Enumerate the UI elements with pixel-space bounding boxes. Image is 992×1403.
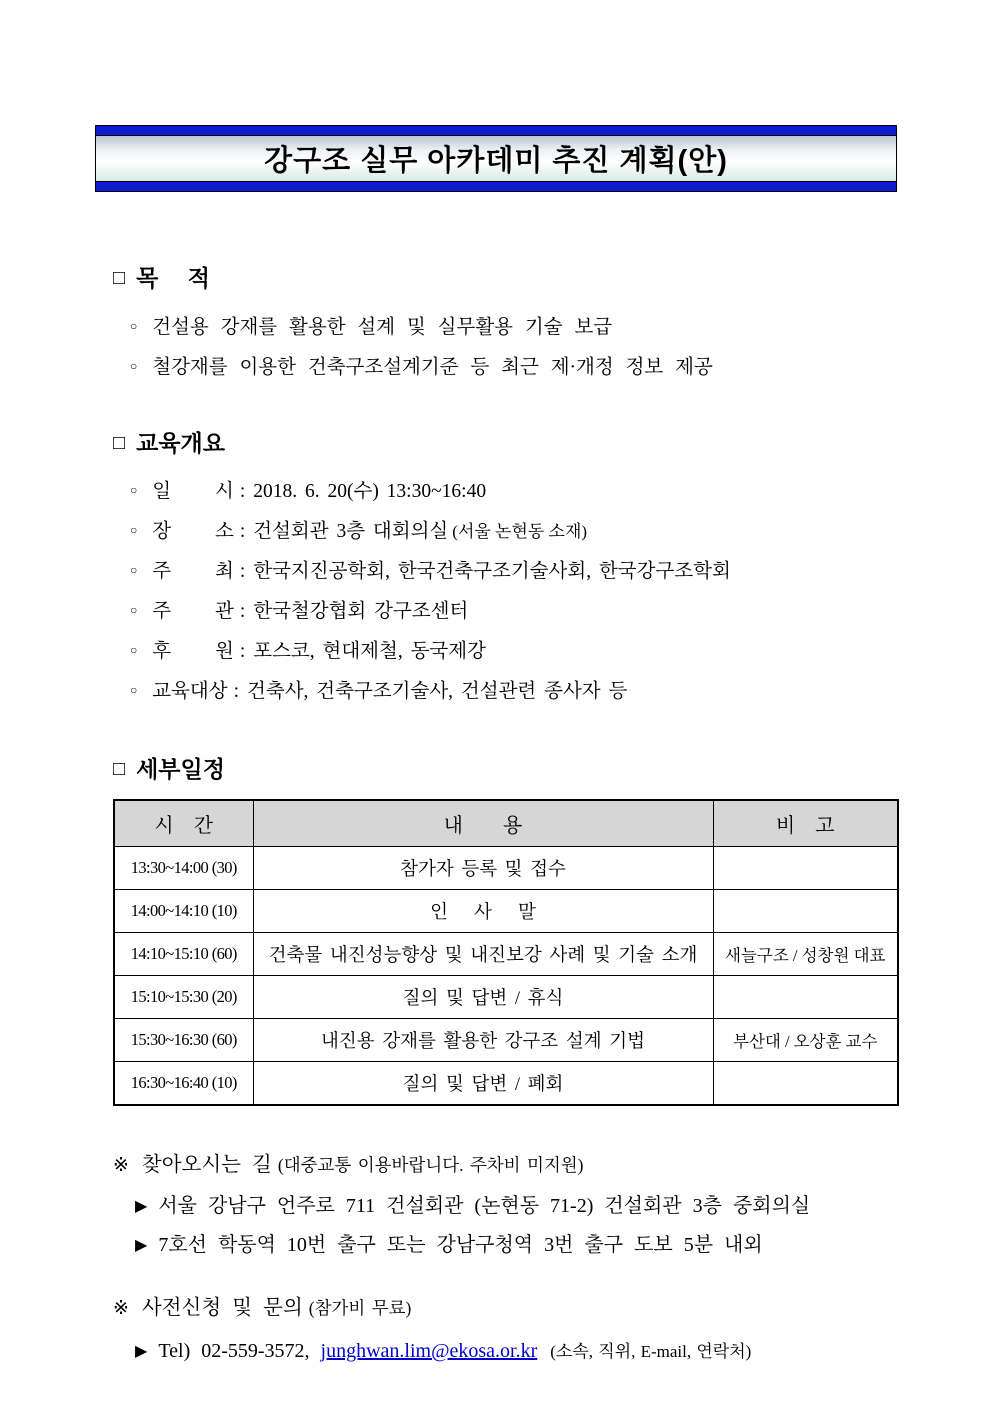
cell-time: 16:30~16:40 (10) <box>114 1062 253 1106</box>
cell-note <box>713 1062 898 1106</box>
application-title: 사전신청 및 문의 <box>141 1297 303 1319</box>
application-items <box>113 1332 922 1371</box>
circle-bullet-icon: ○ <box>130 523 138 537</box>
application-contact-note: (소속, 직위, E-mail, 연락처) <box>550 1342 752 1361</box>
page-title: 강구조 실무 아카데미 추진 계획(안) <box>264 145 728 177</box>
cell-content: 질의 및 답변 / 휴식 <box>253 976 713 1019</box>
circle-bullet-icon: ○ <box>130 319 138 333</box>
square-bullet-icon: □ <box>113 267 126 289</box>
directions-item-text: 서울 강남구 언주로 711 건설회관 (논현동 71-2) 건설회관 3층 중회의실 <box>158 1195 811 1217</box>
circle-bullet-icon: ○ <box>130 683 138 697</box>
cell-time: 14:10~15:10 (60) <box>114 933 253 976</box>
overview-item-host <box>130 551 902 591</box>
overview-items <box>113 471 902 711</box>
cell-content: 질의 및 답변 / 폐회 <box>253 1062 713 1106</box>
circle-bullet-icon: ○ <box>130 643 138 657</box>
colon: : <box>239 521 246 542</box>
overview-item-label: 주 관 <box>152 601 234 622</box>
circle-bullet-icon: ○ <box>130 359 138 373</box>
email-link[interactable]: junghwan.lim@ekosa.or.kr <box>320 1340 538 1362</box>
overview-item-label: 주 최 <box>152 561 234 582</box>
table-row <box>114 933 898 976</box>
overview-item-value: 2018. 6. 20(수) 13:30~16:40 <box>253 481 487 502</box>
purpose-items <box>113 307 902 387</box>
purpose-heading <box>113 262 902 294</box>
telephone-number: Tel) 02-559-3572, <box>158 1340 310 1362</box>
schedule-header-row <box>114 800 898 847</box>
purpose-heading-label: 목 적 <box>136 265 210 291</box>
overview-item-label: 후 원 <box>152 641 234 662</box>
colon: : <box>239 561 246 582</box>
cell-note <box>713 847 898 890</box>
col-header-time: 시 간 <box>114 800 253 847</box>
overview-item-sponsor <box>130 631 902 671</box>
cell-content: 내진용 강재를 활용한 강구조 설계 기법 <box>253 1019 713 1062</box>
overview-item-organizer <box>130 591 902 631</box>
overview-item-value: 건축사, 건축구조기술사, 건설관련 종사자 등 <box>247 681 628 702</box>
overview-heading-label: 교육개요 <box>136 430 225 456</box>
title-banner <box>95 125 897 192</box>
overview-item-label: 교육대상 <box>152 681 228 702</box>
circle-bullet-icon: ○ <box>130 563 138 577</box>
directions-item-address <box>135 1187 922 1226</box>
table-row <box>114 890 898 933</box>
overview-item-audience <box>130 671 902 711</box>
banner-title-area <box>96 136 896 181</box>
application-title-line <box>113 1291 922 1326</box>
directions-note <box>113 1148 922 1265</box>
overview-item-value: 한국지진공학회, 한국건축구조기술사회, 한국강구조학회 <box>253 561 731 582</box>
circle-bullet-icon: ○ <box>130 483 138 497</box>
overview-heading <box>113 427 902 459</box>
directions-items <box>113 1187 922 1265</box>
overview-item-place <box>130 511 902 551</box>
section-schedule <box>113 753 902 1106</box>
purpose-item-text: 철강재를 이용한 건축구조설계기준 등 최근 제·개정 정보 제공 <box>152 357 713 378</box>
table-row <box>114 1062 898 1106</box>
directions-item-text: 7호선 학동역 10번 출구 또는 강남구청역 3번 출구 도보 5분 내외 <box>158 1234 763 1256</box>
colon: : <box>239 481 246 502</box>
col-header-note: 비 고 <box>713 800 898 847</box>
application-title-note: (참가비 무료) <box>308 1298 412 1318</box>
square-bullet-icon: □ <box>113 432 126 454</box>
circle-bullet-icon: ○ <box>130 603 138 617</box>
cell-content: 참가자 등록 및 접수 <box>253 847 713 890</box>
directions-title: 찾아오시는 길 <box>141 1154 272 1176</box>
cell-time: 13:30~14:00 (30) <box>114 847 253 890</box>
schedule-heading-label: 세부일정 <box>136 756 225 782</box>
overview-item-label: 장 소 <box>152 521 234 542</box>
cell-content: 인 사 말 <box>253 890 713 933</box>
reference-mark-icon: ※ <box>113 1155 129 1176</box>
schedule-heading <box>113 753 902 785</box>
table-row <box>114 976 898 1019</box>
overview-item-label: 일 시 <box>152 481 234 502</box>
cell-time: 15:10~15:30 (20) <box>114 976 253 1019</box>
section-overview <box>113 427 902 711</box>
cell-note: 부산대 / 오상훈 교수 <box>713 1019 898 1062</box>
overview-item-value: 건설회관 3층 대회의실 <box>253 521 449 542</box>
section-purpose <box>113 262 902 387</box>
overview-item-value: 한국철강협회 강구조센터 <box>253 601 469 622</box>
application-contact-line <box>135 1332 922 1371</box>
cell-note: 새늘구조 / 성창원 대표 <box>713 933 898 976</box>
purpose-item-text: 건설용 강재를 활용한 설계 및 실무활용 기술 보급 <box>152 317 613 338</box>
banner-bottom-bar <box>96 181 896 191</box>
arrow-bullet-icon: ▶ <box>135 1198 148 1215</box>
directions-title-note: (대중교통 이용바랍니다. 주차비 미지원) <box>277 1155 584 1175</box>
reference-mark-icon: ※ <box>113 1298 129 1319</box>
purpose-item <box>130 307 902 347</box>
banner-top-bar <box>96 126 896 136</box>
col-header-content: 내 용 <box>253 800 713 847</box>
overview-item-value: 포스코, 현대제철, 동국제강 <box>253 641 486 662</box>
cell-time: 14:00~14:10 (10) <box>114 890 253 933</box>
cell-time: 15:30~16:30 (60) <box>114 1019 253 1062</box>
overview-item-note: (서울 논현동 소재) <box>452 522 588 541</box>
cell-content: 건축물 내진성능향상 및 내진보강 사례 및 기술 소개 <box>253 933 713 976</box>
purpose-item <box>130 347 902 387</box>
colon: : <box>233 681 240 702</box>
table-row <box>114 1019 898 1062</box>
schedule-table <box>113 799 899 1106</box>
cell-note <box>713 890 898 933</box>
application-note <box>113 1291 922 1371</box>
cell-note <box>713 976 898 1019</box>
arrow-bullet-icon: ▶ <box>135 1237 148 1254</box>
directions-item-subway <box>135 1226 922 1265</box>
arrow-bullet-icon: ▶ <box>135 1343 148 1360</box>
overview-item-date <box>130 471 902 511</box>
table-row <box>114 847 898 890</box>
colon: : <box>239 601 246 622</box>
colon: : <box>239 641 246 662</box>
directions-title-line <box>113 1148 922 1183</box>
square-bullet-icon: □ <box>113 758 126 780</box>
